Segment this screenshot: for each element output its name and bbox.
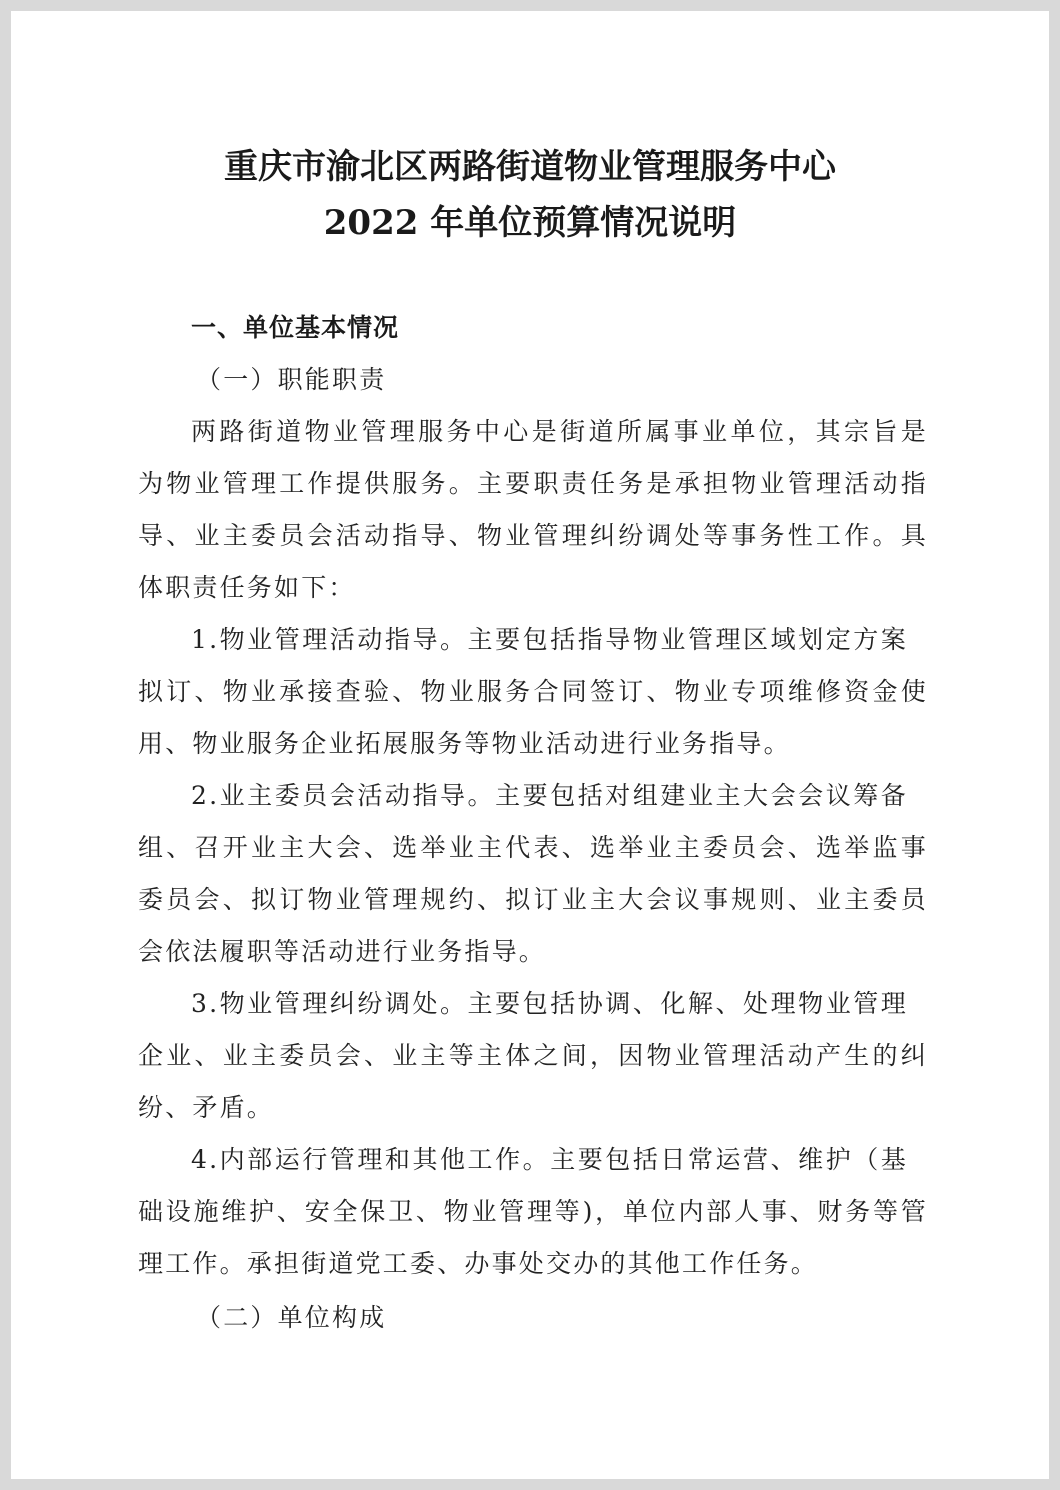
- paragraph-line: 用、物业服务企业拓展服务等物业活动进行业务指导。: [138, 729, 791, 758]
- section-heading: 一、单位基本情况: [191, 313, 400, 342]
- document-title-line1: 重庆市渝北区两路街道物业管理服务中心: [224, 147, 836, 187]
- paragraph-line: 为物业管理工作提供服务。主要职责任务是承担物业管理活动指: [138, 469, 928, 498]
- paragraph-line: 1.物业管理活动指导。主要包括指导物业管理区域划定方案: [191, 625, 908, 654]
- paragraph-line: 组、召开业主大会、选举业主代表、选举业主委员会、选举监事: [138, 833, 928, 862]
- paragraph-line: 3.物业管理纠纷调处。主要包括协调、化解、处理物业管理: [191, 989, 908, 1018]
- paragraph-line: 企业、业主委员会、业主等主体之间，因物业管理活动产生的纠: [138, 1041, 928, 1070]
- subsection-heading: （一）职能职责: [196, 365, 387, 394]
- document-page: [11, 11, 1049, 1479]
- paragraph-line: 2.业主委员会活动指导。主要包括对组建业主大会会议筹备: [191, 781, 908, 810]
- document-title-line2: 2022 年单位预算情况说明: [323, 203, 737, 243]
- paragraph-line: 会依法履职等活动进行业务指导。: [138, 937, 547, 966]
- paragraph-line: 纷、矛盾。: [138, 1093, 275, 1122]
- paragraph-line: 4.内部运行管理和其他工作。主要包括日常运营、维护（基: [191, 1145, 908, 1174]
- paragraph-line: 础设施维护、安全保卫、物业管理等)，单位内部人事、财务等管: [138, 1197, 928, 1226]
- paragraph-line: 体职责任务如下：: [138, 573, 356, 602]
- paragraph-line: 两路街道物业管理服务中心是街道所属事业单位，其宗旨是: [191, 417, 928, 446]
- paragraph-line: 拟订、物业承接查验、物业服务合同签订、物业专项维修资金使: [138, 677, 928, 706]
- paragraph-line: 导、业主委员会活动指导、物业管理纠纷调处等事务性工作。具: [138, 521, 928, 550]
- subsection-heading: （二）单位构成: [196, 1303, 387, 1332]
- paragraph-line: 理工作。承担街道党工委、办事处交办的其他工作任务。: [138, 1249, 819, 1278]
- paragraph-line: 委员会、拟订物业管理规约、拟订业主大会议事规则、业主委员: [138, 885, 928, 914]
